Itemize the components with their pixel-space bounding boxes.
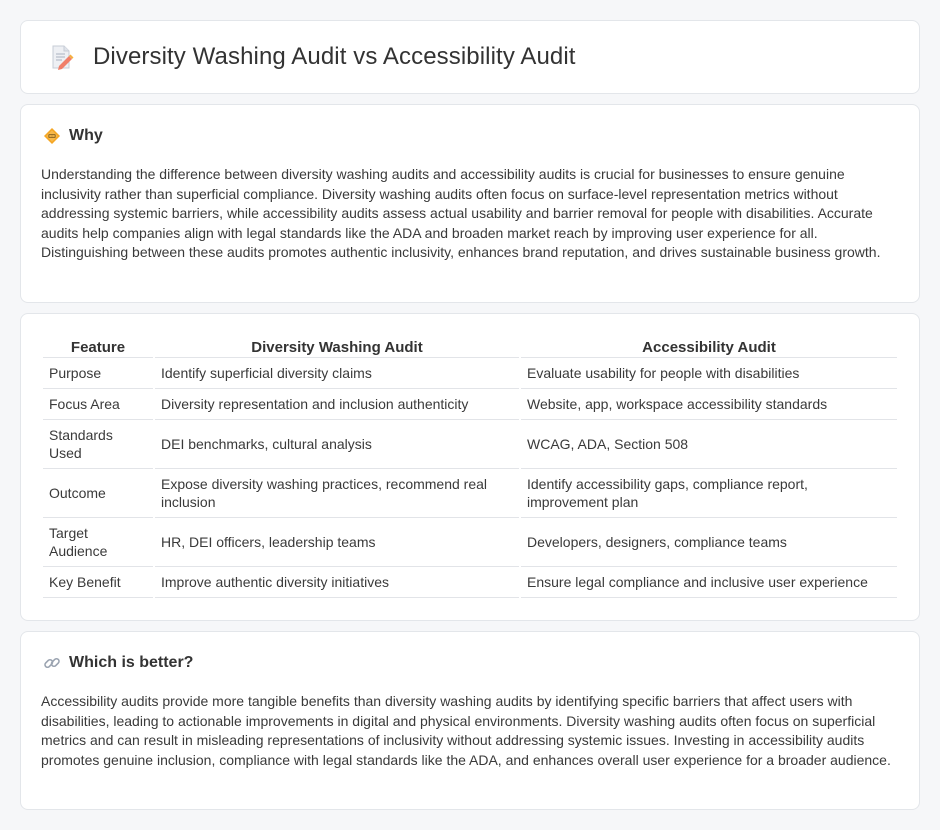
table-row xyxy=(43,567,897,598)
table-row xyxy=(43,518,897,567)
row-feature: Standards Used xyxy=(43,420,153,469)
row-diversity-value: DEI benchmarks, cultural analysis xyxy=(155,420,519,469)
better-title: Which is better? xyxy=(69,654,194,671)
table-row xyxy=(43,389,897,420)
link-icon xyxy=(43,654,61,672)
row-diversity-value: Diversity representation and inclusion authenticity xyxy=(155,389,519,420)
header-feature: Feature xyxy=(43,336,153,358)
header-card xyxy=(20,20,920,94)
row-feature: Key Benefit xyxy=(43,567,153,598)
row-accessibility-value: Website, app, workspace accessibility standards xyxy=(521,389,897,420)
table-row xyxy=(43,420,897,469)
table-row xyxy=(43,358,897,389)
diamond-warning-icon xyxy=(43,127,61,145)
row-accessibility-value: WCAG, ADA, Section 508 xyxy=(521,420,897,469)
better-paragraph: Accessibility audits provide more tangible benefits than diversity washing audits by identifying specific barriers that affect users with disabilities, leading to actionable improvements in digital and physical environments. Diversity washing audits often focus on superficial metrics and can result in misleading representations of inclusivity without addressing systemic issues. Investing in accessibility audits promotes genuine inclusion, compliance with legal standards like the ADA, and enhances overall user experience for a broader audience. xyxy=(41,693,891,768)
row-feature: Focus Area xyxy=(43,389,153,420)
table-row xyxy=(43,469,897,518)
row-accessibility-value: Developers, designers, compliance teams xyxy=(521,518,897,567)
why-title: Why xyxy=(69,127,103,144)
title-row xyxy=(47,43,576,71)
document-pencil-icon xyxy=(47,43,75,71)
why-card xyxy=(20,104,920,303)
row-accessibility-value: Evaluate usability for people with disabilities xyxy=(521,358,897,389)
comparison-card xyxy=(20,313,920,621)
row-accessibility-value: Identify accessibility gaps, compliance report, improvement plan xyxy=(521,469,897,518)
row-diversity-value: Improve authentic diversity initiatives xyxy=(155,567,519,598)
why-paragraph: Understanding the difference between diversity washing audits and accessibility audits is crucial for businesses to ensure genuine inclusivity rather than superficial compliance. Diversity washing audits often focus on surface-level representation metrics without addressing systemic barriers, while accessibility audits assess actual usability and barrier removal for people with disabilities. Accurate audits help companies align with legal standards like the ADA and broaden market reach by improving user experience for all. Distinguishing between these audits promotes authentic inclusivity, enhances brand reputation, and drives sustainable business growth. xyxy=(41,166,881,261)
row-diversity-value: HR, DEI officers, leadership teams xyxy=(155,518,519,567)
header-diversity-washing: Diversity Washing Audit xyxy=(155,336,519,358)
why-heading xyxy=(43,127,103,145)
header-accessibility: Accessibility Audit xyxy=(521,336,897,358)
better-card xyxy=(20,631,920,810)
better-heading xyxy=(43,654,193,672)
page-title: Diversity Washing Audit vs Accessibility Audit xyxy=(93,43,576,70)
row-feature: Outcome xyxy=(43,469,153,518)
row-diversity-value: Identify superficial diversity claims xyxy=(155,358,519,389)
row-feature: Purpose xyxy=(43,358,153,389)
row-feature: Target Audience xyxy=(43,518,153,567)
row-diversity-value: Expose diversity washing practices, recommend real inclusion xyxy=(155,469,519,518)
row-accessibility-value: Ensure legal compliance and inclusive user experience xyxy=(521,567,897,598)
comparison-table xyxy=(41,336,899,598)
table-header-row xyxy=(43,336,897,358)
